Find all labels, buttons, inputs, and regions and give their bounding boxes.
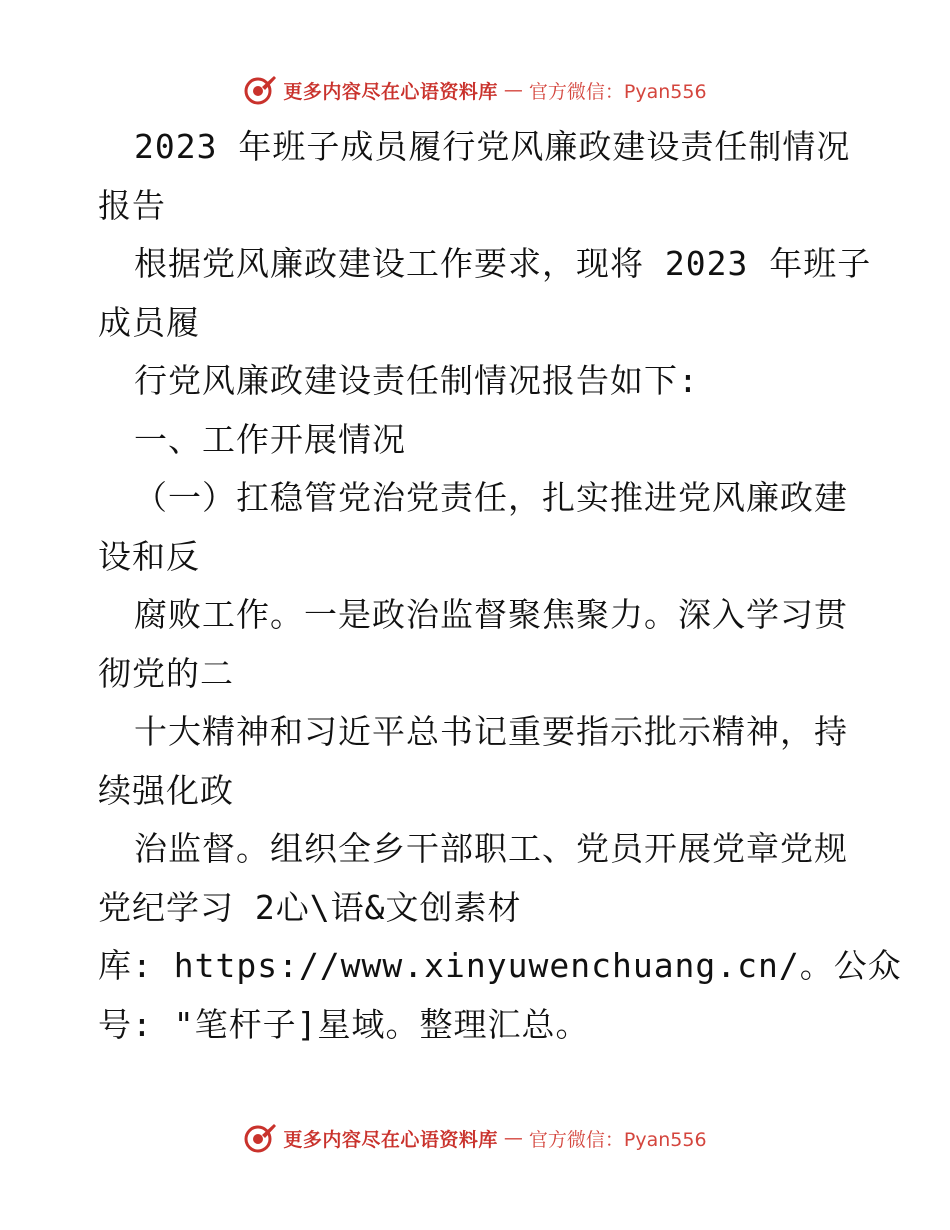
paragraph-line: 治监督。组织全乡干部职工、党员开展党章党规 bbox=[134, 829, 848, 868]
paragraph-line: 根据党风廉政建设工作要求，现将 2023 年班子 bbox=[134, 244, 872, 283]
paragraph-line: 党纪学习 2心\语&文创素材 bbox=[98, 887, 522, 927]
footer-wechat-text: 官方微信：Pyan556 bbox=[528, 1128, 707, 1151]
title-line-1: 2023 年班子成员履行党风廉政建设责任制情况 bbox=[134, 127, 851, 166]
subsection-heading: （一）扛稳管党治党责任，扎实推进党风廉政建 bbox=[134, 478, 848, 517]
paragraph-line: 成员履 bbox=[98, 302, 200, 342]
paragraph-line: 十大精神和习近平总书记重要指示批示精神，持 bbox=[134, 712, 848, 751]
section-heading: 一、工作开展情况 bbox=[134, 419, 406, 459]
header-wechat-text: 官方微信：Pyan556 bbox=[528, 80, 707, 103]
paragraph-line: 彻党的二 bbox=[98, 653, 234, 693]
header-site-text: 更多内容尽在心语资料库 bbox=[283, 80, 498, 103]
paragraph-line: 行党风廉政建设责任制情况报告如下: bbox=[134, 361, 699, 400]
pen-logo-icon bbox=[243, 1121, 277, 1155]
header-banner bbox=[0, 70, 950, 110]
paragraph-line: 续强化政 bbox=[98, 770, 234, 810]
footer-site-text: 更多内容尽在心语资料库 bbox=[283, 1128, 498, 1151]
footer-banner bbox=[0, 1118, 950, 1158]
document-body bbox=[98, 118, 902, 1054]
pen-logo-icon bbox=[243, 73, 277, 107]
footer-dash: — bbox=[503, 1127, 523, 1149]
paragraph-line: 号: "笔杆子]星域。整理汇总。 bbox=[98, 1004, 590, 1044]
header-dash: — bbox=[503, 79, 523, 101]
paragraph-line: 库: https://www.xinyuwenchuang.cn/。公众 bbox=[98, 946, 902, 985]
title-line-2: 报告 bbox=[98, 185, 166, 225]
paragraph-line: 腐败工作。一是政治监督聚焦聚力。深入学习贯 bbox=[134, 595, 848, 634]
paragraph-line: 设和反 bbox=[98, 536, 200, 576]
